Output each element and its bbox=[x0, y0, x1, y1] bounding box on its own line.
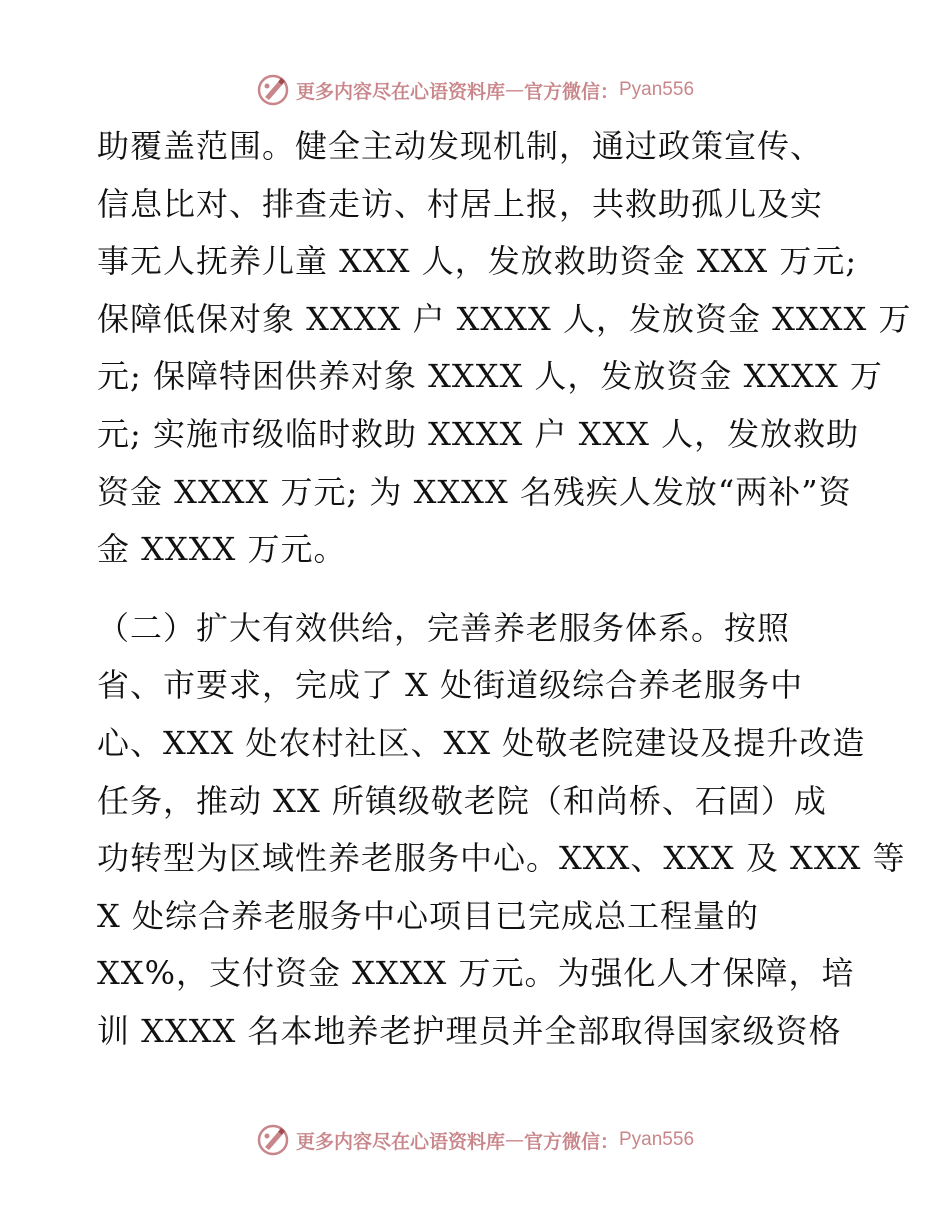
text-line: 元; 实施市级临时救助 XXXX 户 XXX 人，发放救助 bbox=[97, 414, 860, 453]
text-line: X 处综合养老服务中心项目已完成总工程量的 bbox=[97, 896, 759, 935]
banner-separator: — bbox=[504, 79, 524, 101]
text-line: 训 XXXX 名本地养老护理员并全部取得国家级资格 bbox=[97, 1011, 842, 1050]
text-line: 助覆盖范围。健全主动发现机制，通过政策宣传、 bbox=[97, 127, 824, 165]
text-line: 任务，推动 XX 所镇级敬老院（和尚桥、石固）成 bbox=[97, 781, 827, 820]
text-line: 省、市要求，完成了 X 处街道级综合养老服务中 bbox=[97, 666, 804, 705]
text-line: 金 XXXX 万元。 bbox=[97, 530, 347, 569]
paragraph-1 bbox=[97, 118, 912, 579]
banner-handle: Pyan556 bbox=[619, 79, 695, 100]
text-line: 心、XXX 处农村社区、XX 处敬老院建设及提升改造 bbox=[97, 723, 866, 762]
text-line: 事无人抚养儿童 XXX 人，发放救助资金 XXX 万元; bbox=[97, 242, 858, 281]
text-line: 资金 XXXX 万元; 为 XXXX 名残疾人发放“两补”资 bbox=[97, 472, 852, 511]
paragraph-spacer bbox=[97, 579, 857, 600]
banner-handle: Pyan556 bbox=[619, 1129, 695, 1150]
logo-icon bbox=[256, 73, 290, 107]
text-line: 元; 保障特困供养对象 XXXX 人，发放资金 XXXX 万 bbox=[97, 357, 883, 396]
text-line: 保障低保对象 XXXX 户 XXXX 人，发放资金 XXXX 万 bbox=[97, 299, 912, 338]
text-line: 信息比对、排查走访、村居上报，共救助孤儿及实 bbox=[97, 184, 824, 223]
banner-title: 更多内容尽在心语资料库 bbox=[295, 80, 505, 103]
banner-title: 更多内容尽在心语资料库 bbox=[295, 1130, 505, 1153]
text-line: 功转型为区域性养老服务中心。XXX、XXX 及 XXX 等 bbox=[97, 839, 906, 878]
text-line: XX%，支付资金 XXXX 万元。为强化人才保障，培 bbox=[97, 954, 855, 993]
logo-icon bbox=[256, 1123, 290, 1157]
document-body bbox=[97, 118, 912, 1061]
footer-banner bbox=[0, 1120, 950, 1160]
banner-wechat-label: 官方微信： bbox=[523, 80, 619, 103]
paragraph-2 bbox=[97, 600, 906, 1061]
text-line: （二）扩大有效供给，完善养老服务体系。按照 bbox=[97, 608, 791, 647]
header-banner bbox=[0, 70, 950, 110]
banner-wechat-label: 官方微信： bbox=[523, 1130, 619, 1153]
banner-separator: — bbox=[504, 1129, 524, 1151]
